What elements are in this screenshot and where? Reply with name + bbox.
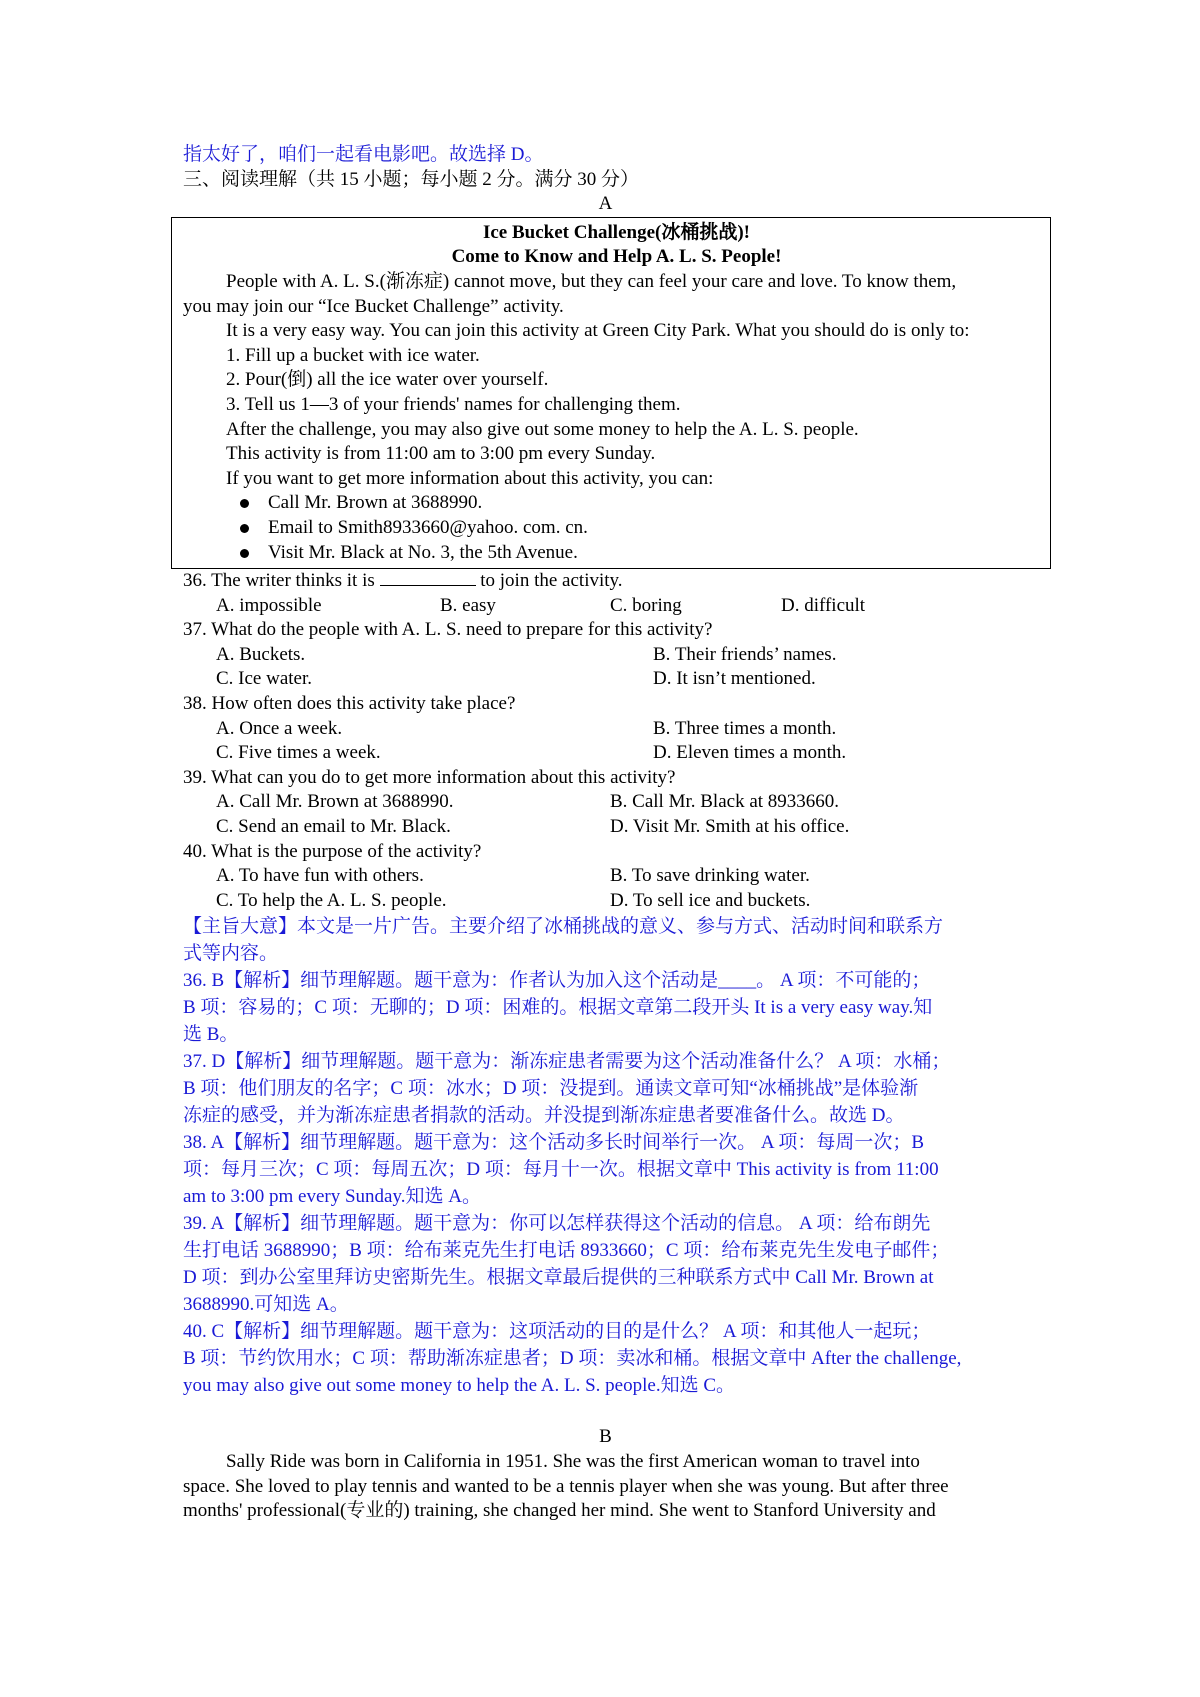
question-options — [183, 741, 1028, 766]
option-a: A. Call Mr. Brown at 3688990. — [216, 791, 454, 813]
question-options — [183, 790, 1028, 815]
analysis-37: 37. D【解析】细节理解题。题干意为：渐冻症患者需要为这个活动准备什么？ A 项：水桶； — [183, 1051, 951, 1073]
passage-paragraph: you may join our “Ice Bucket Challenge” activity. — [183, 295, 564, 317]
section-heading: 三、阅读理解（共 15 小题；每小题 2 分。满分 30 分） — [183, 168, 640, 190]
passage-paragraph: After the challenge, you may also give out some money to help the A. L. S. people. — [226, 418, 859, 440]
option-d: D. Eleven times a month. — [653, 742, 847, 764]
passage-paragraph: This activity is from 11:00 am to 3:00 pm every Sunday. — [226, 443, 656, 465]
analysis-38: 38. A【解析】细节理解题。题干意为：这个活动多长时间举行一次。 A 项：每周一次；B — [183, 1132, 925, 1154]
question-options — [183, 815, 1028, 840]
part-b-label: B — [599, 1426, 612, 1448]
analysis-main-idea: 式等内容。 — [183, 943, 279, 965]
option-a: A. Buckets. — [216, 643, 306, 665]
option-c: C. Five times a week. — [216, 742, 381, 764]
passage-b-text: Sally Ride was born in California in 1951. She was the first American woman to travel into — [226, 1451, 920, 1472]
passage-b-text: space. She loved to play tennis and wanted to be a tennis player when she was young. But after three — [183, 1475, 949, 1497]
document-page — [183, 143, 1028, 1524]
option-b: B. easy — [440, 594, 496, 616]
contact-item: Visit Mr. Black at No. 3, the 5th Avenue. — [183, 541, 1050, 566]
part-a-label: A — [598, 193, 613, 215]
analysis-38: 项：每月三次；C 项：每周五次；D 项：每月十一次。根据文章中 This activity is from 11:00 — [183, 1159, 939, 1181]
passage-title: Ice Bucket Challenge(冰桶挑战)! — [482, 221, 751, 243]
option-b: B. Their friends’ names. — [653, 643, 837, 665]
option-c: C. boring — [610, 594, 682, 616]
option-d: D. It isn’t mentioned. — [653, 668, 816, 690]
spacer — [183, 1399, 1028, 1425]
analysis-40: you may also give out some money to help the A. L. S. people.知选 C。 — [183, 1375, 735, 1397]
analysis-main-idea: 【主旨大意】本文是一片广告。主要介绍了冰桶挑战的意义、参与方式、活动时间和联系方 — [183, 916, 944, 938]
analysis-38: am to 3:00 pm every Sunday.知选 A。 — [183, 1186, 481, 1208]
question-stem: 36. The writer thinks it is to join the activity. — [183, 570, 623, 592]
option-a: A. impossible — [216, 594, 322, 616]
option-c: C. To help the A. L. S. people. — [216, 889, 447, 911]
option-a: A. To have fun with others. — [216, 865, 424, 887]
bullet-icon — [240, 499, 249, 508]
question-stem: 39. What can you do to get more information about this activity? — [183, 766, 676, 788]
bullet-icon — [240, 549, 249, 558]
option-d: D. difficult — [781, 594, 866, 616]
question-options — [183, 643, 1028, 668]
analysis-36: 36. B【解析】细节理解题。题干意为：作者认为加入这个活动是____。 A 项：不可能的； — [183, 970, 931, 992]
option-b: B. Call Mr. Black at 8933660. — [610, 791, 840, 813]
option-d: D. To sell ice and buckets. — [610, 889, 811, 911]
analysis-40: 40. C【解析】细节理解题。题干意为：这项活动的目的是什么？ A 项：和其他人一起玩； — [183, 1321, 931, 1343]
step-item: 3. Tell us 1—3 of your friends' names for challenging them. — [226, 393, 681, 415]
passage-paragraph: If you want to get more information about this activity, you can: — [226, 467, 714, 489]
question-options — [183, 594, 1028, 619]
option-c: C. Ice water. — [216, 668, 313, 690]
option-c: C. Send an email to Mr. Black. — [216, 816, 451, 838]
question-options — [183, 667, 1028, 692]
question-options — [183, 717, 1028, 742]
question-options — [183, 864, 1028, 889]
option-b: B. To save drinking water. — [610, 865, 810, 887]
option-b: B. Three times a month. — [653, 717, 837, 739]
analysis-37: B 项：他们朋友的名字；C 项：冰水；D 项：没提到。通读文章可知“冰桶挑战”是体验渐 — [183, 1078, 919, 1100]
analysis-36: B 项：容易的；C 项：无聊的；D 项：困难的。根据文章第二段开头 It is a very easy way.知 — [183, 997, 933, 1019]
bullet-icon — [240, 524, 249, 533]
question-stem: 38. How often does this activity take place? — [183, 693, 516, 715]
analysis-40: B 项：节约饮用水；C 项：帮助渐冻症患者；D 项：卖冰和桶。根据文章中 After the challenge, — [183, 1348, 962, 1370]
answer-explanation-tail: 指太好了，咱们一起看电影吧。故选择 D。 — [183, 144, 544, 165]
step-item: 1. Fill up a bucket with ice water. — [226, 344, 480, 366]
passage-a-box — [171, 217, 1051, 569]
passage-paragraph: People with A. L. S.(渐冻症) cannot move, but they can feel your care and love. To know them, — [226, 270, 957, 292]
analysis-39: 3688990.可知选 A。 — [183, 1294, 349, 1316]
passage-subtitle: Come to Know and Help A. L. S. People! — [451, 246, 782, 268]
contact-item: Email to Smith8933660@yahoo. com. cn. — [183, 516, 1050, 541]
analysis-36: 选 B。 — [183, 1024, 239, 1046]
question-stem: 40. What is the purpose of the activity? — [183, 840, 482, 862]
contact-item: Call Mr. Brown at 3688990. — [183, 491, 1050, 516]
analysis-37: 冻症的感受，并为渐冻症患者捐款的活动。并没提到渐冻症患者要准备什么。故选 D。 — [183, 1105, 905, 1127]
analysis-39: 生打电话 3688990；B 项：给布莱克先生打电话 8933660；C 项：给布莱克先生发电子邮件； — [183, 1240, 950, 1262]
option-d: D. Visit Mr. Smith at his office. — [610, 816, 850, 838]
option-a: A. Once a week. — [216, 717, 343, 739]
analysis-39: D 项：到办公室里拜访史密斯先生。根据文章最后提供的三种联系方式中 Call Mr. Brown at — [183, 1267, 934, 1289]
passage-b-text: months' professional(专业的) training, she changed her mind. She went to Stanford University and — [183, 1500, 936, 1522]
question-stem: 37. What do the people with A. L. S. need to prepare for this activity? — [183, 619, 713, 641]
passage-paragraph: It is a very easy way. You can join this activity at Green City Park. What you should do is only to: — [226, 320, 970, 342]
analysis-39: 39. A【解析】细节理解题。题干意为：你可以怎样获得这个活动的信息。 A 项：给布朗先 — [183, 1213, 931, 1235]
question-options — [183, 889, 1028, 914]
step-item: 2. Pour(倒) all the ice water over yourself. — [226, 369, 549, 391]
answer-blank — [380, 569, 476, 586]
